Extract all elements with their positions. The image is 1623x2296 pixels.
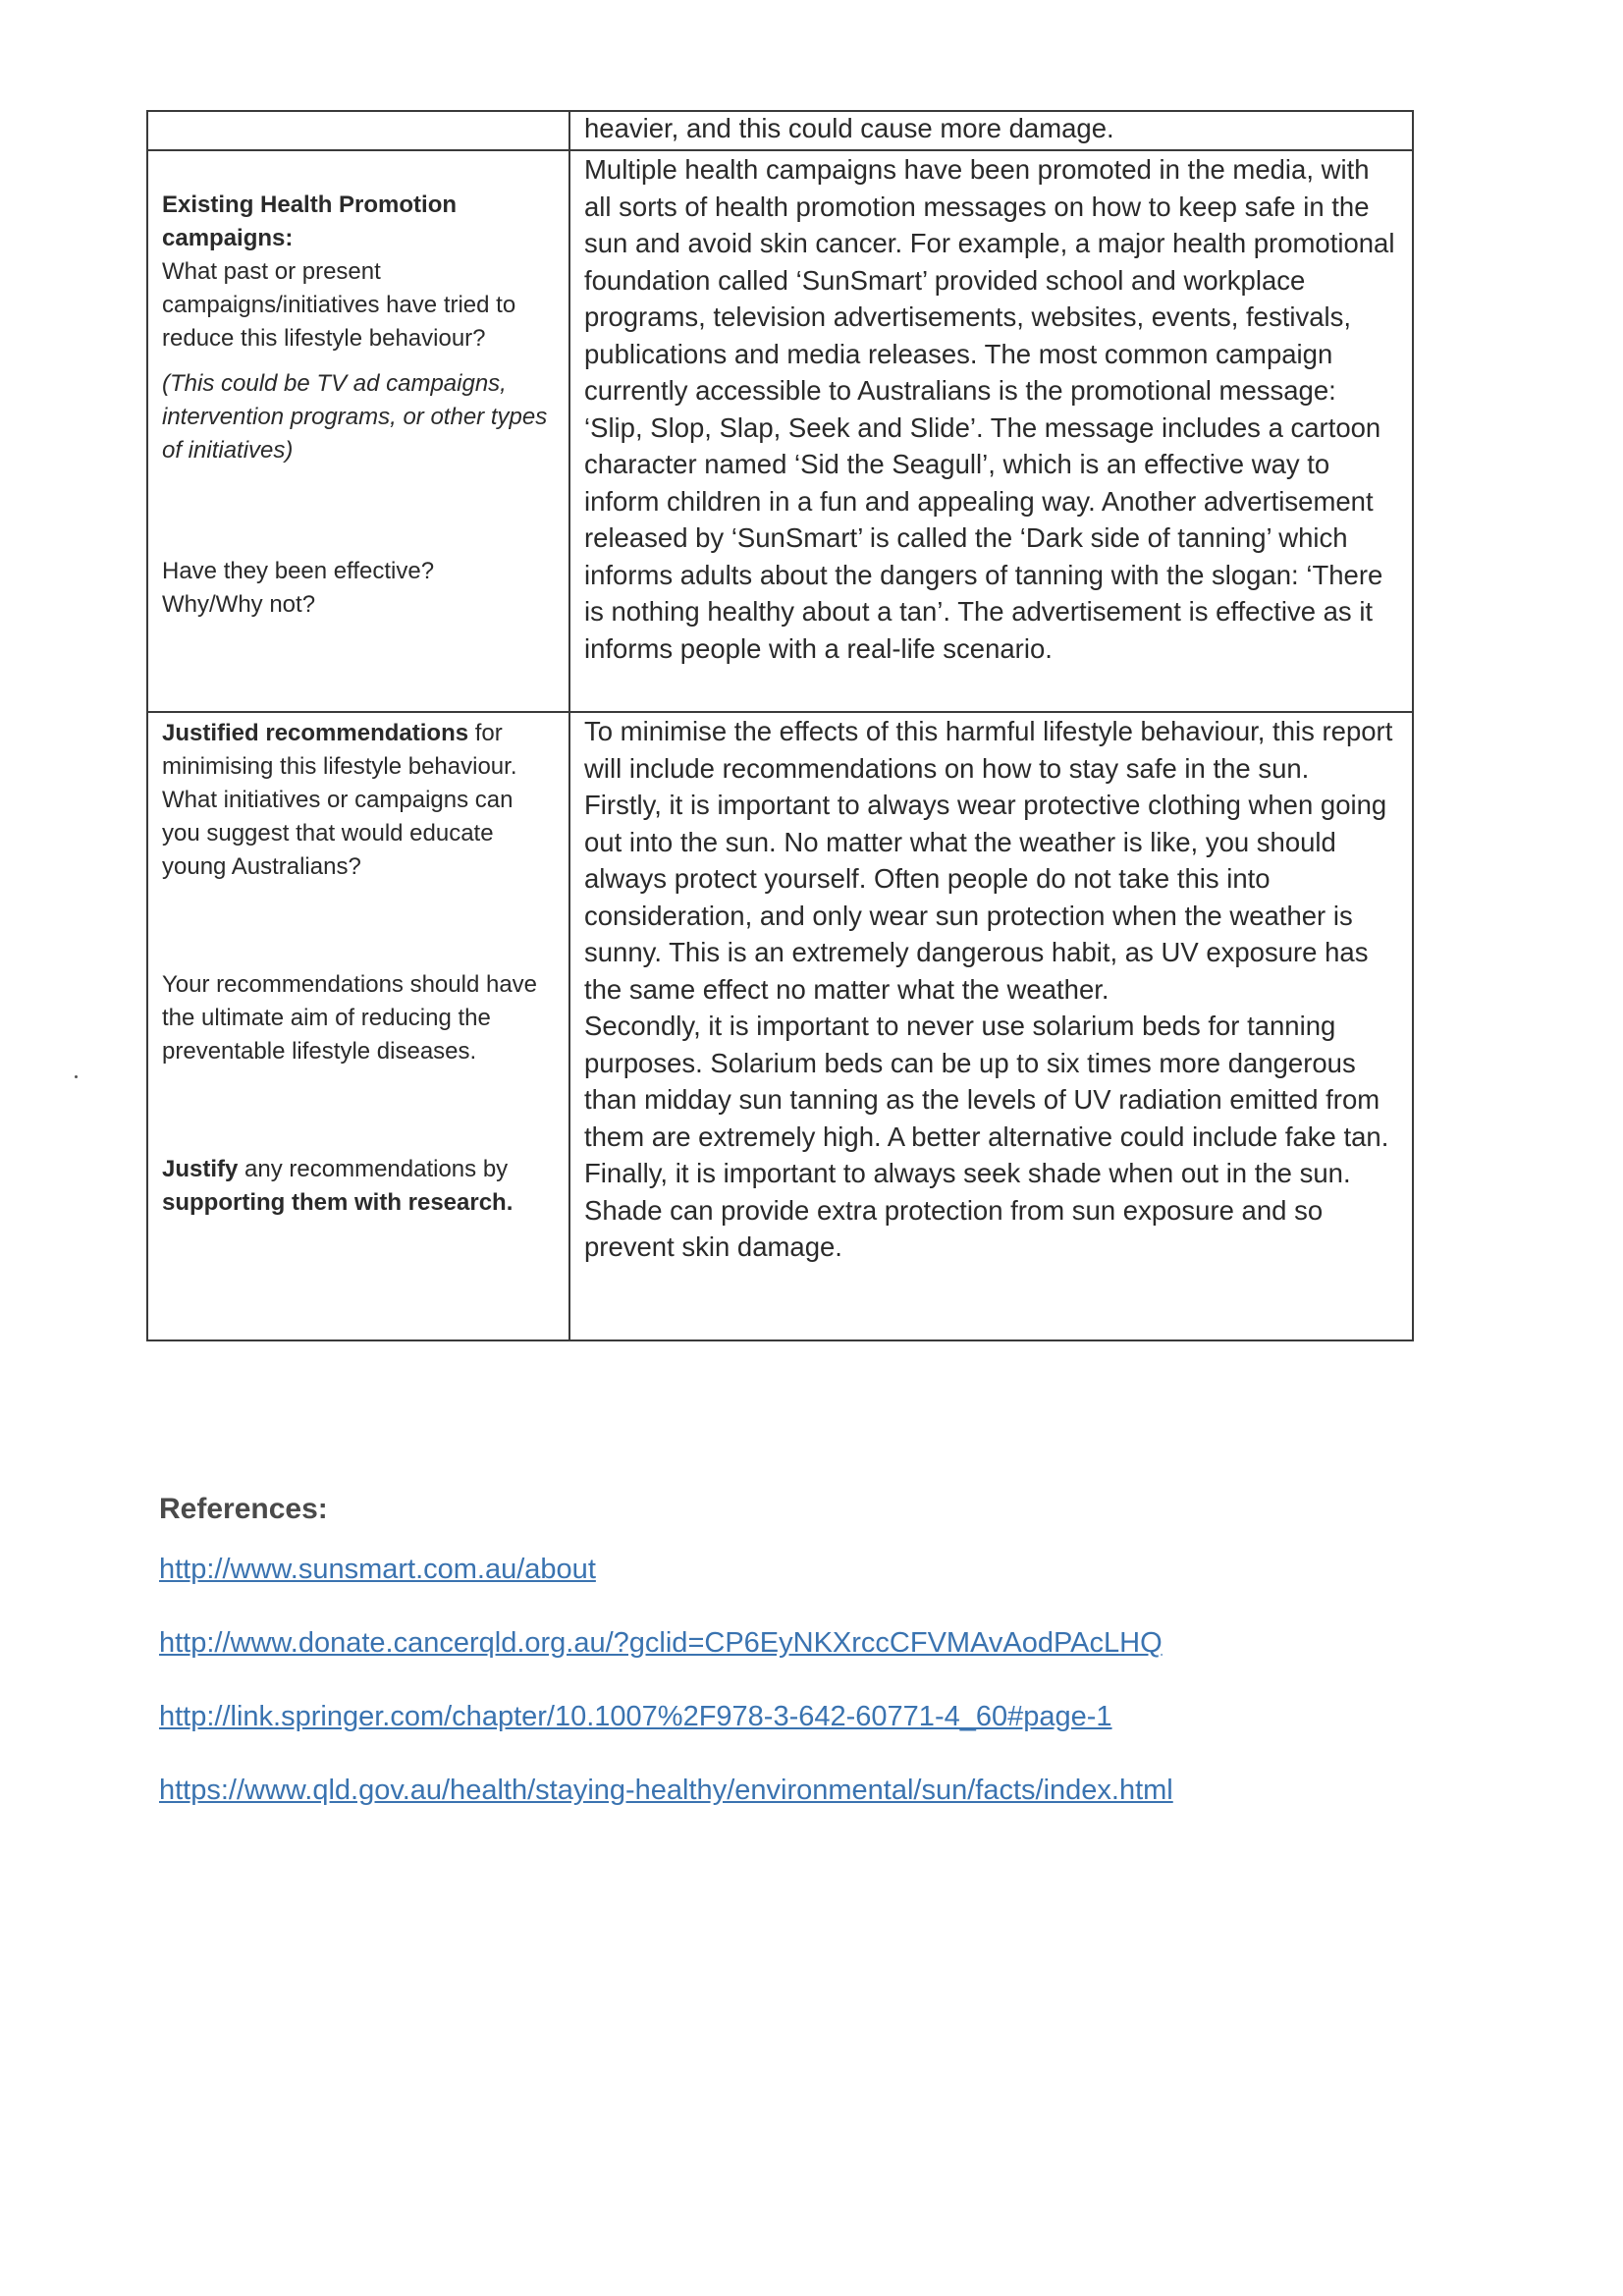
recommendations-heading: Justified recommendations	[162, 720, 469, 746]
reference-link[interactable]: http://link.springer.com/chapter/10.1007%2F978-3-642-60771-4_60#page-1	[159, 1701, 1112, 1732]
recommendation-final: Finally, it is important to always seek shade when out in the sun. Shade can provide extra protection from sun exposure and so prevent skin damage.	[584, 1158, 1351, 1262]
campaigns-answer-cell	[569, 150, 1413, 712]
health-promotion-table	[146, 110, 1414, 1341]
campaigns-heading: Existing Health Promotion campaigns:	[162, 191, 458, 251]
reference-link[interactable]: http://www.sunsmart.com.au/about	[159, 1554, 596, 1585]
recommendations-answer-cell	[569, 712, 1413, 1340]
justify-bold: Justify	[162, 1156, 239, 1182]
recommendations-prompt-cell	[147, 712, 569, 1340]
table-row	[147, 712, 1413, 1340]
campaigns-note: (This could be TV ad campaigns, intervention programs, or other types of initiatives)	[162, 370, 548, 464]
justify-bold-2: supporting them with research.	[162, 1189, 514, 1216]
recommendation-first: Firstly, it is important to always wear protective clothing when going out into the sun. No matter what the weather is like, you should always protect yourself. Often people do not take this into consideration, and only wear sun protection when the weather is sunny. This is an extremely dangerous habit, as UV exposure has the same effect no matter what the weather.	[584, 790, 1387, 1005]
recommendation-second: Secondly, it is important to never use solarium beds for tanning purposes. Solarium beds can be up to six times more dangerous than midday sun tanning as the levels of UV radiation emitted from them are extremely high. A better alternative could include fake tan.	[584, 1011, 1389, 1152]
table-cell-empty	[147, 111, 569, 150]
recommendations-justify	[162, 1153, 555, 1220]
scan-speck	[75, 1075, 78, 1078]
reference-link[interactable]: https://www.qld.gov.au/health/staying-healthy/environmental/sun/facts/index.html	[159, 1775, 1173, 1806]
reference-link[interactable]: http://www.donate.cancerqld.org.au/?gclid=CP6EyNKXrccCFVMAvAodPAcLHQ	[159, 1627, 1163, 1659]
campaigns-question: What past or present campaigns/initiatives have tried to reduce this lifestyle behaviour?	[162, 258, 516, 352]
recommendations-question	[162, 717, 555, 884]
effectiveness-question: Have they been effective?	[162, 558, 435, 584]
references-section	[159, 1493, 1173, 1846]
table-row	[147, 150, 1413, 712]
table-cell-continuation: heavier, and this could cause more damage.	[569, 111, 1413, 150]
effectiveness-why: Why/Why not?	[162, 591, 316, 618]
recommendations-question-text: for minimising this lifestyle behaviour. What initiatives or campaigns can you suggest that would educate young Australians?	[162, 720, 517, 880]
justify-text: any recommendations by	[238, 1156, 509, 1182]
recommendations-aim: Your recommendations should have the ultimate aim of reducing the preventable lifestyle diseases.	[162, 971, 538, 1065]
references-title: References:	[159, 1493, 328, 1525]
table-row	[147, 111, 1413, 150]
campaigns-prompt-cell	[147, 150, 569, 712]
recommendations-intro: To minimise the effects of this harmful lifestyle behaviour, this report will include recommendations on how to stay safe in the sun.	[584, 716, 1393, 784]
campaigns-answer: Multiple health campaigns have been promoted in the media, with all sorts of health promotion messages on how to keep safe in the sun and avoid skin cancer. For example, a major health promotional foundation called ‘SunSmart’ provided school and workplace programs, television advertisements, websites, events, festivals, publications and media releases. The most common campaign currently accessible to Australians is the promotional message: ‘Slip, Slop, Slap, Seek and Slide’. The message includes a cartoon character named ‘Sid the Seagull’, which is an effective way to inform children in a fun and appealing way. Another advertisement released by ‘SunSmart’ is called the ‘Dark side of tanning’ which informs adults about the dangers of tanning with the slogan: ‘There is nothing healthy about a tan’. The advertisement is effective as it informs people with a real-life scenario.	[584, 154, 1395, 664]
